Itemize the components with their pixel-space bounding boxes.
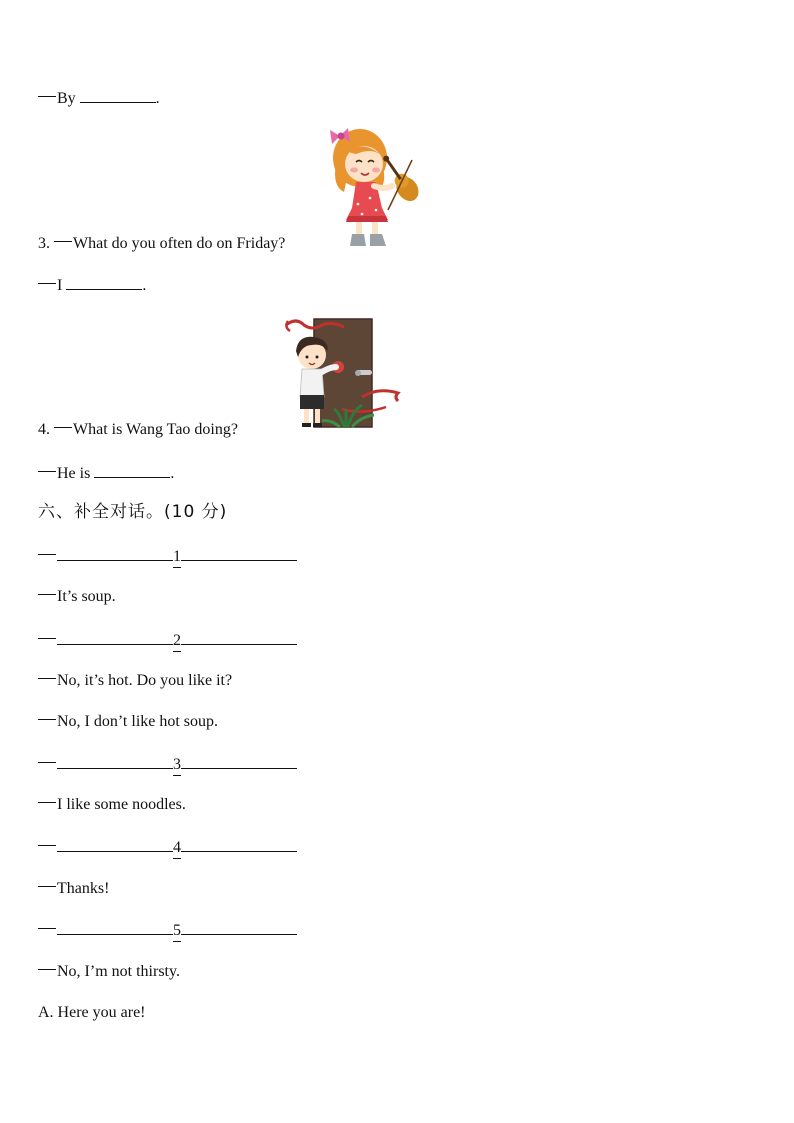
q4-answer-prefix: He is (57, 465, 91, 482)
dash-mark (38, 678, 56, 679)
q2-answer-blank[interactable] (80, 88, 156, 103)
dash-mark (38, 928, 56, 929)
dash-mark (38, 471, 56, 472)
dash-mark (38, 802, 56, 803)
dialogue-blank-4: 4 (38, 837, 297, 859)
dialogue-line: No, it’s hot. Do you like it? (38, 671, 232, 691)
q3-question: 3. What do you often do on Friday? (38, 235, 286, 252)
dash-mark (38, 886, 56, 887)
dialogue-blank-3: 3 (38, 754, 297, 776)
dialogue-line: It’s soup. (38, 587, 116, 607)
boy-knocking-door-icon (282, 317, 404, 433)
girl-playing-violin-icon (326, 124, 428, 252)
q3-question-text: What do you often do on Friday? (73, 235, 286, 252)
dash-mark (38, 638, 56, 639)
dash-mark (38, 283, 56, 284)
dialogue-line: I like some noodles. (38, 795, 186, 815)
dash-mark (38, 594, 56, 595)
q3-answer-blank[interactable] (66, 275, 142, 290)
dialogue-blank-2: 2 (38, 630, 297, 652)
q4-question: 4. What is Wang Tao doing? (38, 421, 238, 438)
section-6-heading: 六、补全对话。(10 分) (38, 502, 228, 522)
dash-mark (38, 762, 56, 763)
dash-mark (54, 241, 72, 242)
dash-mark (38, 845, 56, 846)
dash-mark (38, 719, 56, 720)
dialogue-line: No, I don’t like hot soup. (38, 712, 218, 732)
dash-mark (38, 96, 56, 97)
q2-answer: By . (38, 88, 160, 109)
q2-answer-prefix: By (57, 90, 76, 107)
q3-answer-prefix: I (57, 277, 63, 294)
dialogue-line: Thanks! (38, 879, 109, 899)
q4-answer: He is . (38, 463, 174, 484)
dialogue-blank-5: 5 (38, 920, 297, 942)
dialogue-line: No, I’m not thirsty. (38, 962, 180, 982)
option-a: A. Here you are! (38, 1004, 146, 1021)
q4-answer-blank[interactable] (94, 463, 170, 478)
dialogue-blank-1: 1 (38, 546, 297, 568)
dash-mark (54, 427, 72, 428)
dash-mark (38, 969, 56, 970)
q3-answer: I . (38, 275, 146, 296)
dash-mark (38, 554, 56, 555)
q4-question-text: What is Wang Tao doing? (73, 421, 238, 438)
